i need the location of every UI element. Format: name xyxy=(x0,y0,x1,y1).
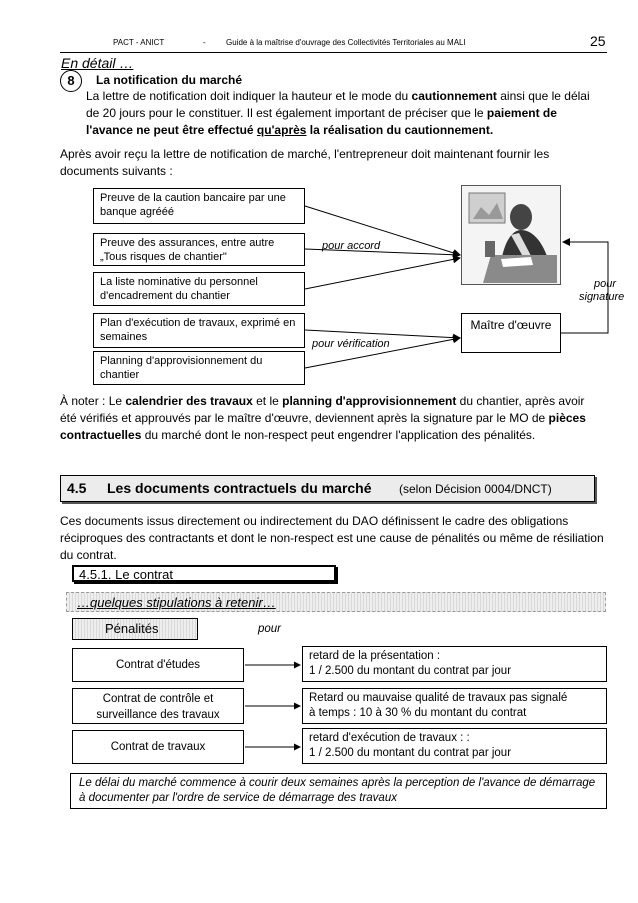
step-text-bold-underline: qu'après xyxy=(256,123,307,137)
subsection-heading: 4.5.1. Le contrat xyxy=(72,565,336,582)
doc-box-personnel: La liste nominative du personnel d'encadrement du chantier xyxy=(93,272,305,306)
a-noter-t1: À noter : Le xyxy=(60,394,126,408)
a-noter-b3: pièces contractuelles xyxy=(60,411,586,442)
section-title: Les documents contractuels du marché xyxy=(107,480,372,496)
doc-box-planning: Planning d'approvisionnement du chantier xyxy=(93,351,305,385)
step-text-bold-3: la réalisation du cautionnement. xyxy=(306,123,494,137)
header-dash: - xyxy=(203,38,206,47)
contract-box-controle: Contrat de contrôle et surveillance des travaux xyxy=(72,688,244,724)
page-number: 25 xyxy=(590,33,606,49)
a-noter-t3: du chantier, après avoir été vérifiés et approuvés par le maître d'œuvre, deviennent après la signature par le MO de xyxy=(60,394,585,425)
step-text-bold-2: paiement de l'avance ne peut être effectué xyxy=(86,106,557,137)
header-title: Guide à la maîtrise d'ouvrage des Collectivités Territoriales au MALI xyxy=(226,38,466,47)
pour-label: pour xyxy=(258,623,282,635)
penalty-travaux-line-2: 1 / 2.500 du montant du contrat par jour xyxy=(309,747,512,759)
contract-box-etudes: Contrat d'études xyxy=(72,648,244,682)
maitre-oeuvre-box: Maître d'œuvre xyxy=(461,313,561,353)
penalty-etudes-line-2: 1 / 2.500 du montant du contrat par jour xyxy=(309,665,512,677)
penalty-controle-line-1: Retard ou mauvaise qualité de travaux pas signalé xyxy=(309,692,568,704)
en-detail-heading: En détail … xyxy=(61,55,134,71)
penalty-etudes-line-1: retard de la présentation : xyxy=(309,650,441,662)
penalty-controle-line-2: à temps : 10 à 30 % du montant du contrat xyxy=(309,707,527,719)
section-number: 4.5 xyxy=(67,480,87,496)
pour-accord-label: pour accord xyxy=(322,240,381,252)
step-text-1: La lettre de notification doit indiquer la hauteur et le mode du xyxy=(86,89,412,103)
pour-signature-label-1: pour xyxy=(593,278,617,290)
section-text: Ces documents issus directement ou indirectement du DAO définissent le cadre des obligations réciproques des contractants et dont le non-respect est une cause de pénalités ou même de résiliation du contrat. xyxy=(60,514,604,562)
penalty-travaux-line-1: retard d'exécution de travaux : : xyxy=(309,732,470,744)
header-left: PACT - ANICT xyxy=(113,38,165,47)
doc-box-plan: Plan d'exécution de travaux, exprimé en semaines xyxy=(93,313,305,348)
pour-verification-label: pour vérification xyxy=(312,338,390,350)
a-noter-t2: et le xyxy=(252,394,283,408)
a-noter-b2: planning d'approvisionnement xyxy=(282,394,457,408)
pour-signature-label-2: signature xyxy=(579,291,625,303)
doc-box-caution: Preuve de la caution bancaire par une banque agrééé xyxy=(93,188,305,224)
step-title: La notification du marché xyxy=(96,73,243,87)
intro-text: Après avoir reçu la lettre de notification de marché, l'entrepreneur doit maintenant fournir les documents suivants : xyxy=(60,147,550,178)
stipulations-text: …quelques stipulations à retenir… xyxy=(77,595,276,610)
contract-box-travaux: Contrat de travaux xyxy=(72,730,244,764)
penalites-label: Pénalités xyxy=(72,618,198,640)
doc-box-assurances: Preuve des assurances, entre autre „Tous risques de chantier" xyxy=(93,233,305,266)
final-note-box: Le délai du marché commence à courir deux semaines après la perception de l'avance de démarrage à documenter par l'ordre de service de démarrage des travaux xyxy=(70,773,607,809)
section-note: (selon Décision 0004/DNCT) xyxy=(399,482,552,496)
step-number-badge: 8 xyxy=(60,70,82,92)
a-noter-b1: calendrier des travaux xyxy=(125,394,253,408)
step-text-2: ainsi que le délai de 20 jours pour le constituer. Il est également important de préciser que le xyxy=(86,89,590,120)
a-noter-t4: du marché dont le non-respect peut engendrer l'application des pénalités. xyxy=(141,428,536,442)
step-text-bold-1: cautionnement xyxy=(411,89,497,103)
